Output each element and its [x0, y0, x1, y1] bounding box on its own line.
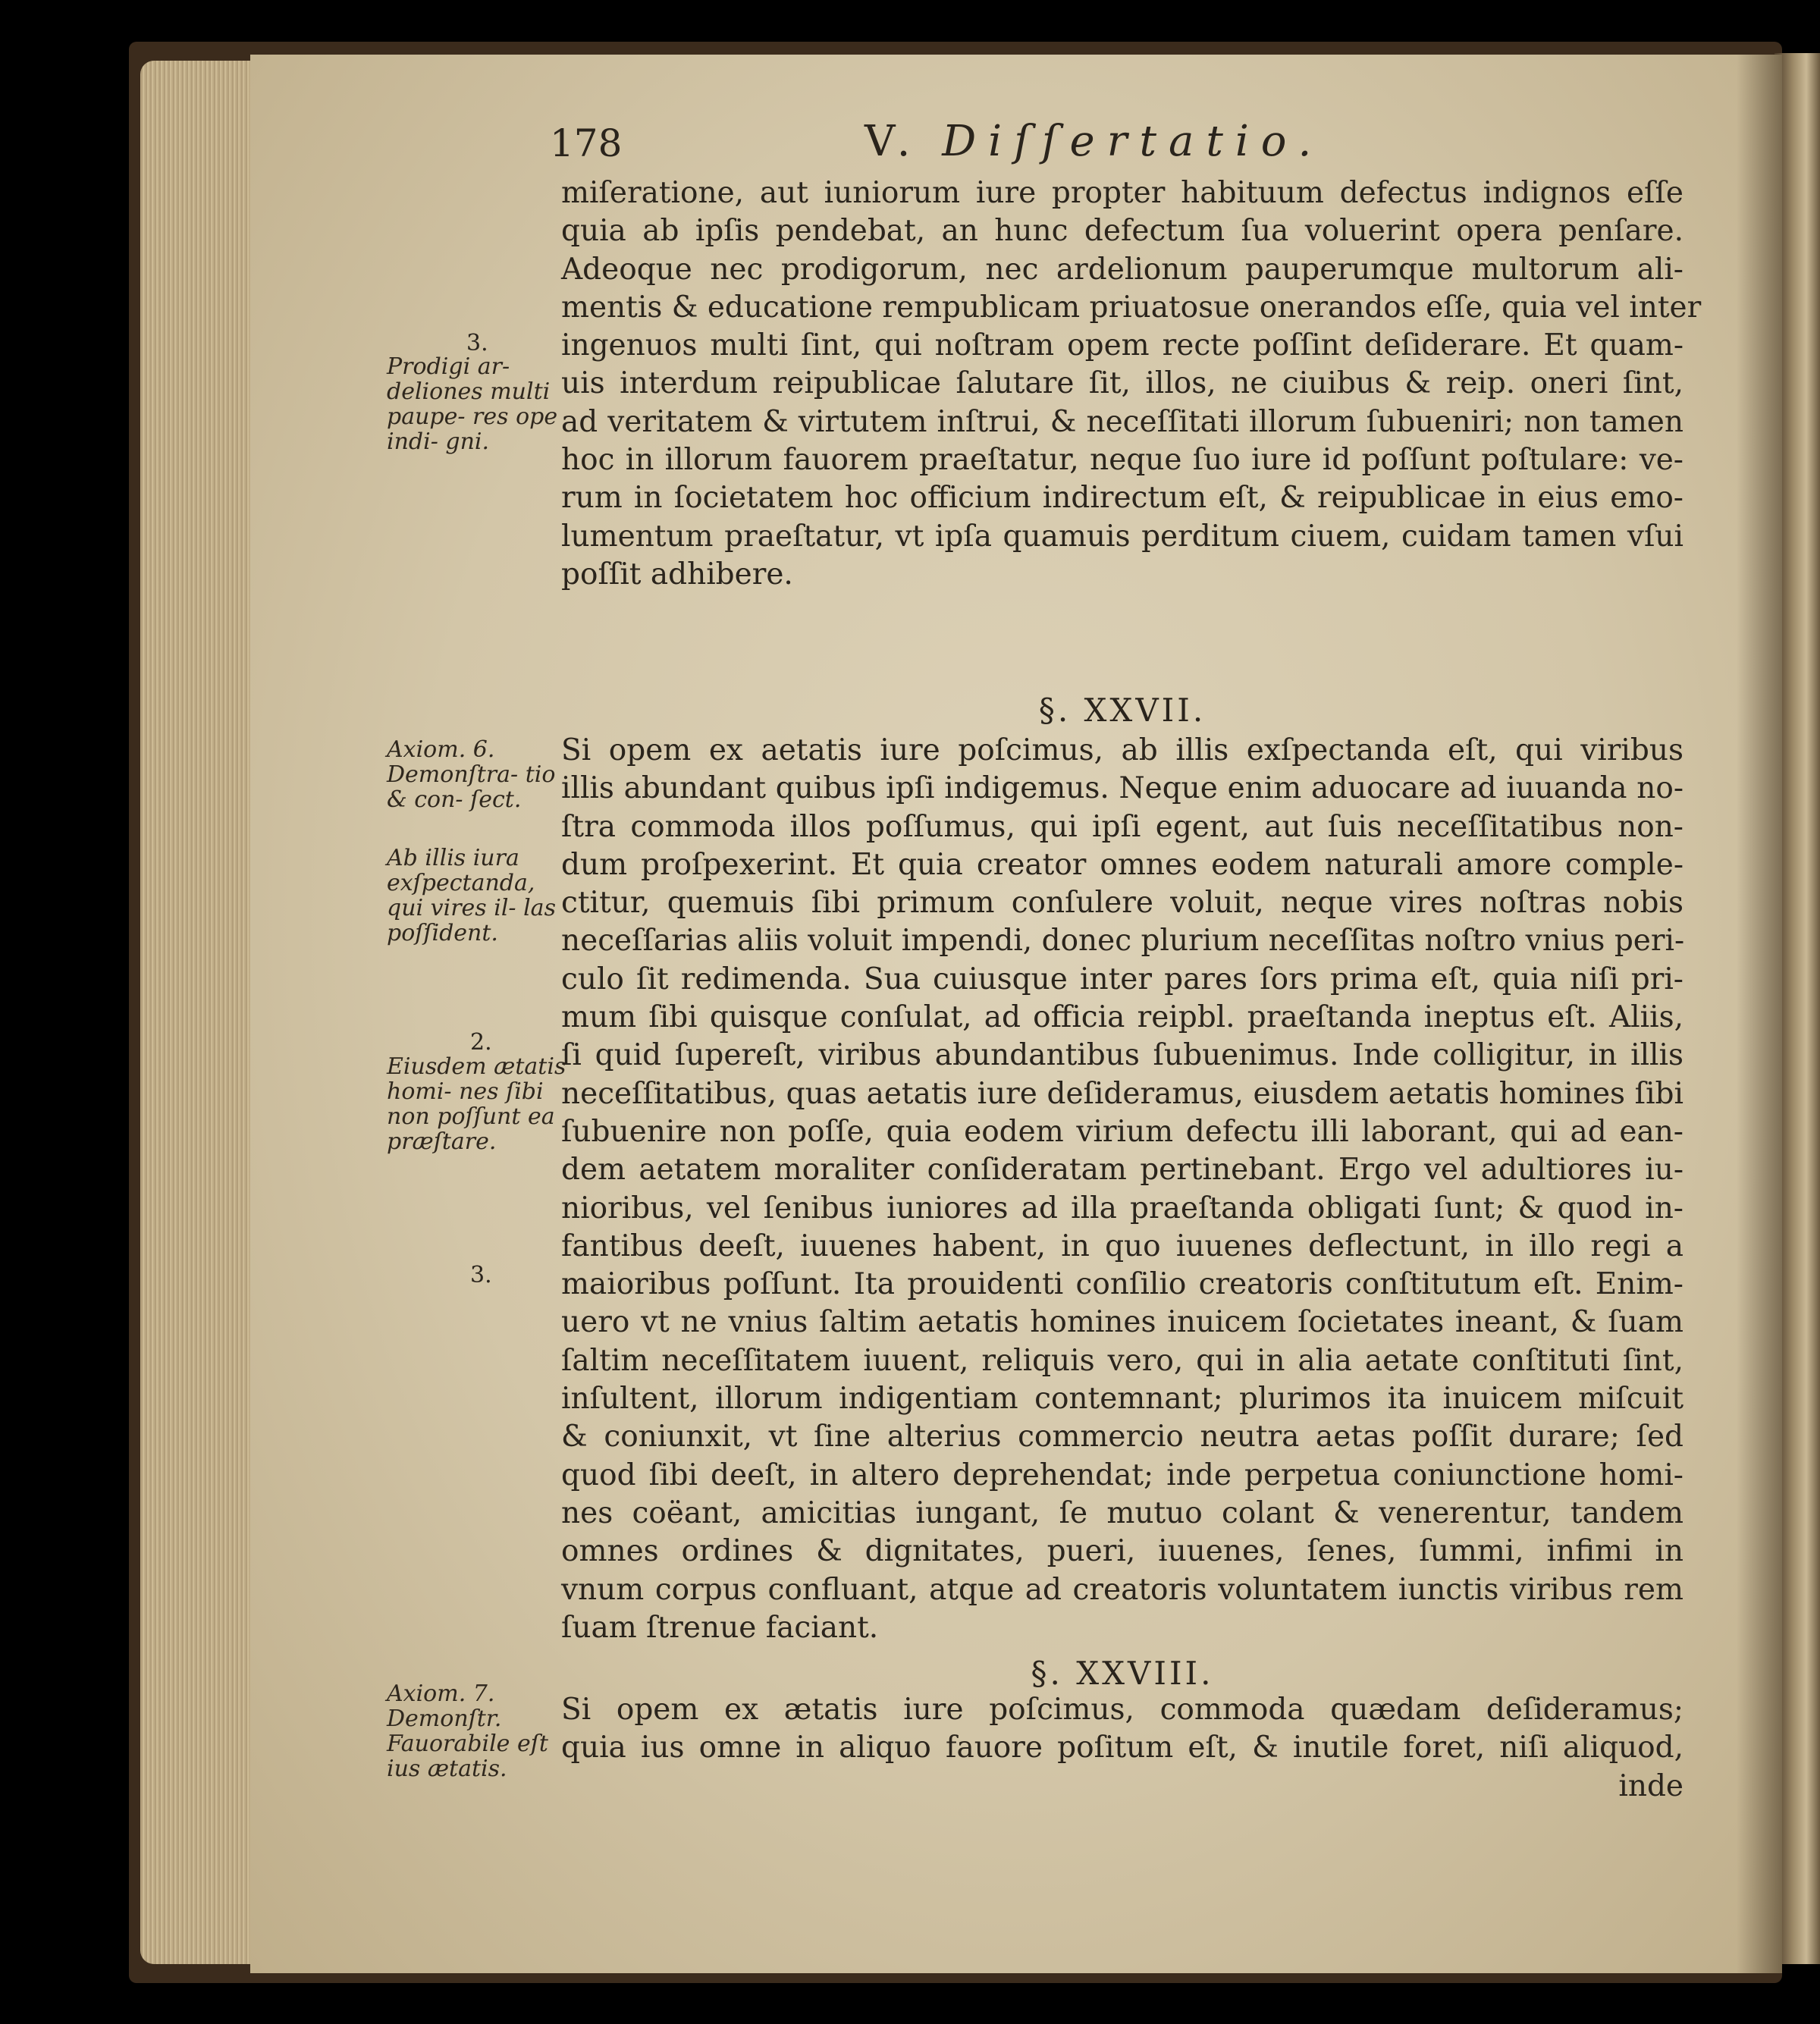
- margin-note: Prodigi ar- deliones multi paupe- res ope indi- gni.: [387, 353, 558, 455]
- text-line: ſuam ſtrenue faciant.: [561, 1610, 879, 1645]
- text-line: ſi quid ſupereſt, viribus abundantibus ſubuenimus. Inde colligitur, in illis: [561, 1038, 1684, 1073]
- running-title-word: Diſſertatio.: [942, 117, 1324, 166]
- text-line: fantibus deeſt, iuuenes habent, in quo iuuenes deflectunt, in illo regi a: [561, 1229, 1684, 1263]
- text-line: miſeratione, aut iuniorum iure propter habituum defectus indignos eſſe: [561, 176, 1684, 210]
- text-line: ad veritatem & virtutem inſtrui, & neceſſitati illorum ſubueniri; non tamen: [561, 404, 1684, 439]
- text-line: ſaltim neceſſitatem iuuent, reliquis vero, qui in alia aetate conſtituti ſint,: [561, 1343, 1684, 1378]
- section-body: [561, 732, 1684, 1647]
- text-line: lumentum praeſtatur, vt ipſa quamuis perditum ciuem, cuidam tamen vſui: [561, 519, 1684, 554]
- margin-number: 3.: [470, 1262, 492, 1288]
- text-line: dum proſpexerint. Et quia creator omnes eodem naturali amore comple-: [561, 847, 1684, 882]
- running-title-prefix: V.: [864, 117, 920, 166]
- section-heading: §. XXVII.: [1038, 692, 1207, 729]
- text-line: uero vt ne vnius ſaltim aetatis homines inuicem ſocietates ineant, & ſuam: [561, 1305, 1684, 1340]
- text-line: Si opem ex ætatis iure poſcimus, commoda quædam deſideramus;: [561, 1693, 1684, 1727]
- section-heading: §. XXVIII.: [1031, 1655, 1214, 1692]
- text-line: Si opem ex aetatis iure poſcimus, ab illis exſpectanda eſt, qui viribus: [561, 733, 1684, 767]
- text-line: quia ab ipſis pendebat, an hunc defectum ſua voluerint opera penſare.: [561, 214, 1684, 249]
- text-line: hoc in illorum fauorem praeſtatur, neque ſuo iure id poſſunt poſtulare: ve-: [561, 443, 1684, 478]
- text-line: uis interdum reipublicae ſalutare ſit, illos, ne ciuibus & reip. oneri ſint,: [561, 366, 1684, 401]
- text-line: neceſſarias aliis voluit impendi, donec plurium neceſſitas noſtro vnius peri-: [561, 924, 1685, 959]
- margin-number: 2.: [470, 1029, 492, 1056]
- text-line: poſſit adhibere.: [561, 557, 793, 592]
- section-body: [561, 1691, 1684, 1806]
- margin-note: Ab illis iura exſpectanda, qui vires il- las poſſident.: [387, 845, 556, 946]
- margin-number: 3.: [466, 330, 488, 356]
- text-line: mum ſibi quisque conſulat, ad officia reipbl. praeſtanda ineptus eſt. Aliis,: [561, 1000, 1684, 1035]
- text-line: dem aetatem moraliter conſideratam pertinebant. Ergo vel adultiores iu-: [561, 1153, 1684, 1188]
- margin-note: Eiusdem ætatis homi- nes ſibi non poſſunt ea præſtare.: [387, 1053, 566, 1155]
- text-line: & coniunxit, vt ſine alterius commercio neutra aetas poſſit durare; ſed: [561, 1420, 1684, 1454]
- text-line: mentis & educatione rempublicam priuatosue onerandos eſſe, quia vel inter: [561, 290, 1702, 325]
- paragraph-continued: [561, 174, 1702, 594]
- text-line: nioribus, vel ſenibus iuniores ad illa praeſtanda obligati ſunt; & quod in-: [561, 1191, 1684, 1225]
- text-line: nes coëant, amicitias iungant, ſe mutuo colant & venerentur, tandem: [561, 1495, 1684, 1530]
- page-number: 178: [550, 121, 623, 165]
- text-line: quod ſibi deeſt, in altero deprehendat; inde perpetua coniunctione homi-: [561, 1458, 1684, 1492]
- running-title: [864, 117, 1323, 166]
- margin-note: Axiom. 7. Demonſtr. Fauorabile eſt ius ætatis.: [387, 1680, 548, 1782]
- text-line: inſultent, illorum indigentiam contemnant; plurimos ita inuicem miſcuit: [561, 1382, 1684, 1417]
- text-line: illis abundant quibus ipſi indigemus. Neque enim aduocare ad iuuanda no-: [561, 771, 1684, 806]
- margin-note: Axiom. 6. Demonſtra- tio & con- ſect.: [387, 736, 556, 813]
- gutter-shadow: [1737, 55, 1782, 1973]
- text-line: ſubuenire non poſſe, quia eodem virium defectu illi laborant, qui ad ean-: [561, 1114, 1684, 1149]
- text-line: culo ſit redimenda. Sua cuiusque inter pares ſors prima eſt, quia niſi pri-: [561, 962, 1684, 996]
- text-line: rum in ſocietatem hoc officium indirectum eſt, & reipublicae in eius emo-: [561, 481, 1684, 516]
- text-line: ſtra commoda illos poſſumus, qui ipſi egent, aut ſuis neceſſitatibus non-: [561, 809, 1684, 844]
- text-line: Adeoque nec prodigorum, nec ardelionum pauperumque multorum ali-: [561, 252, 1684, 287]
- text-line: quia ius omne in aliquo fauore poſitum eſt, & inutile foret, niſi aliquod,: [561, 1731, 1684, 1765]
- page-edges: [140, 61, 254, 1964]
- text-line: maioribus poſſunt. Ita prouidenti conſilio creatoris conſtitutum eſt. Enim-: [561, 1267, 1684, 1302]
- text-line: ctitur, quemuis ſibi primum conſulere voluit, neque vires noſtras nobis: [561, 886, 1684, 921]
- text-line: ingenuos multi ſint, qui noſtram opem recte poſſint deſiderare. Et quam-: [561, 328, 1684, 363]
- book-page: [250, 55, 1782, 1973]
- text-line: omnes ordines & dignitates, pueri, iuuenes, ſenes, ſummi, infimi in: [561, 1534, 1684, 1569]
- text-line: neceſſitatibus, quas aetatis iure deſideramus, eiusdem aetatis homines ſibi: [561, 1076, 1684, 1111]
- text-line: vnum corpus confluant, atque ad creatoris voluntatem iunctis viribus rem: [561, 1572, 1684, 1607]
- catchword: inde: [1618, 1768, 1684, 1803]
